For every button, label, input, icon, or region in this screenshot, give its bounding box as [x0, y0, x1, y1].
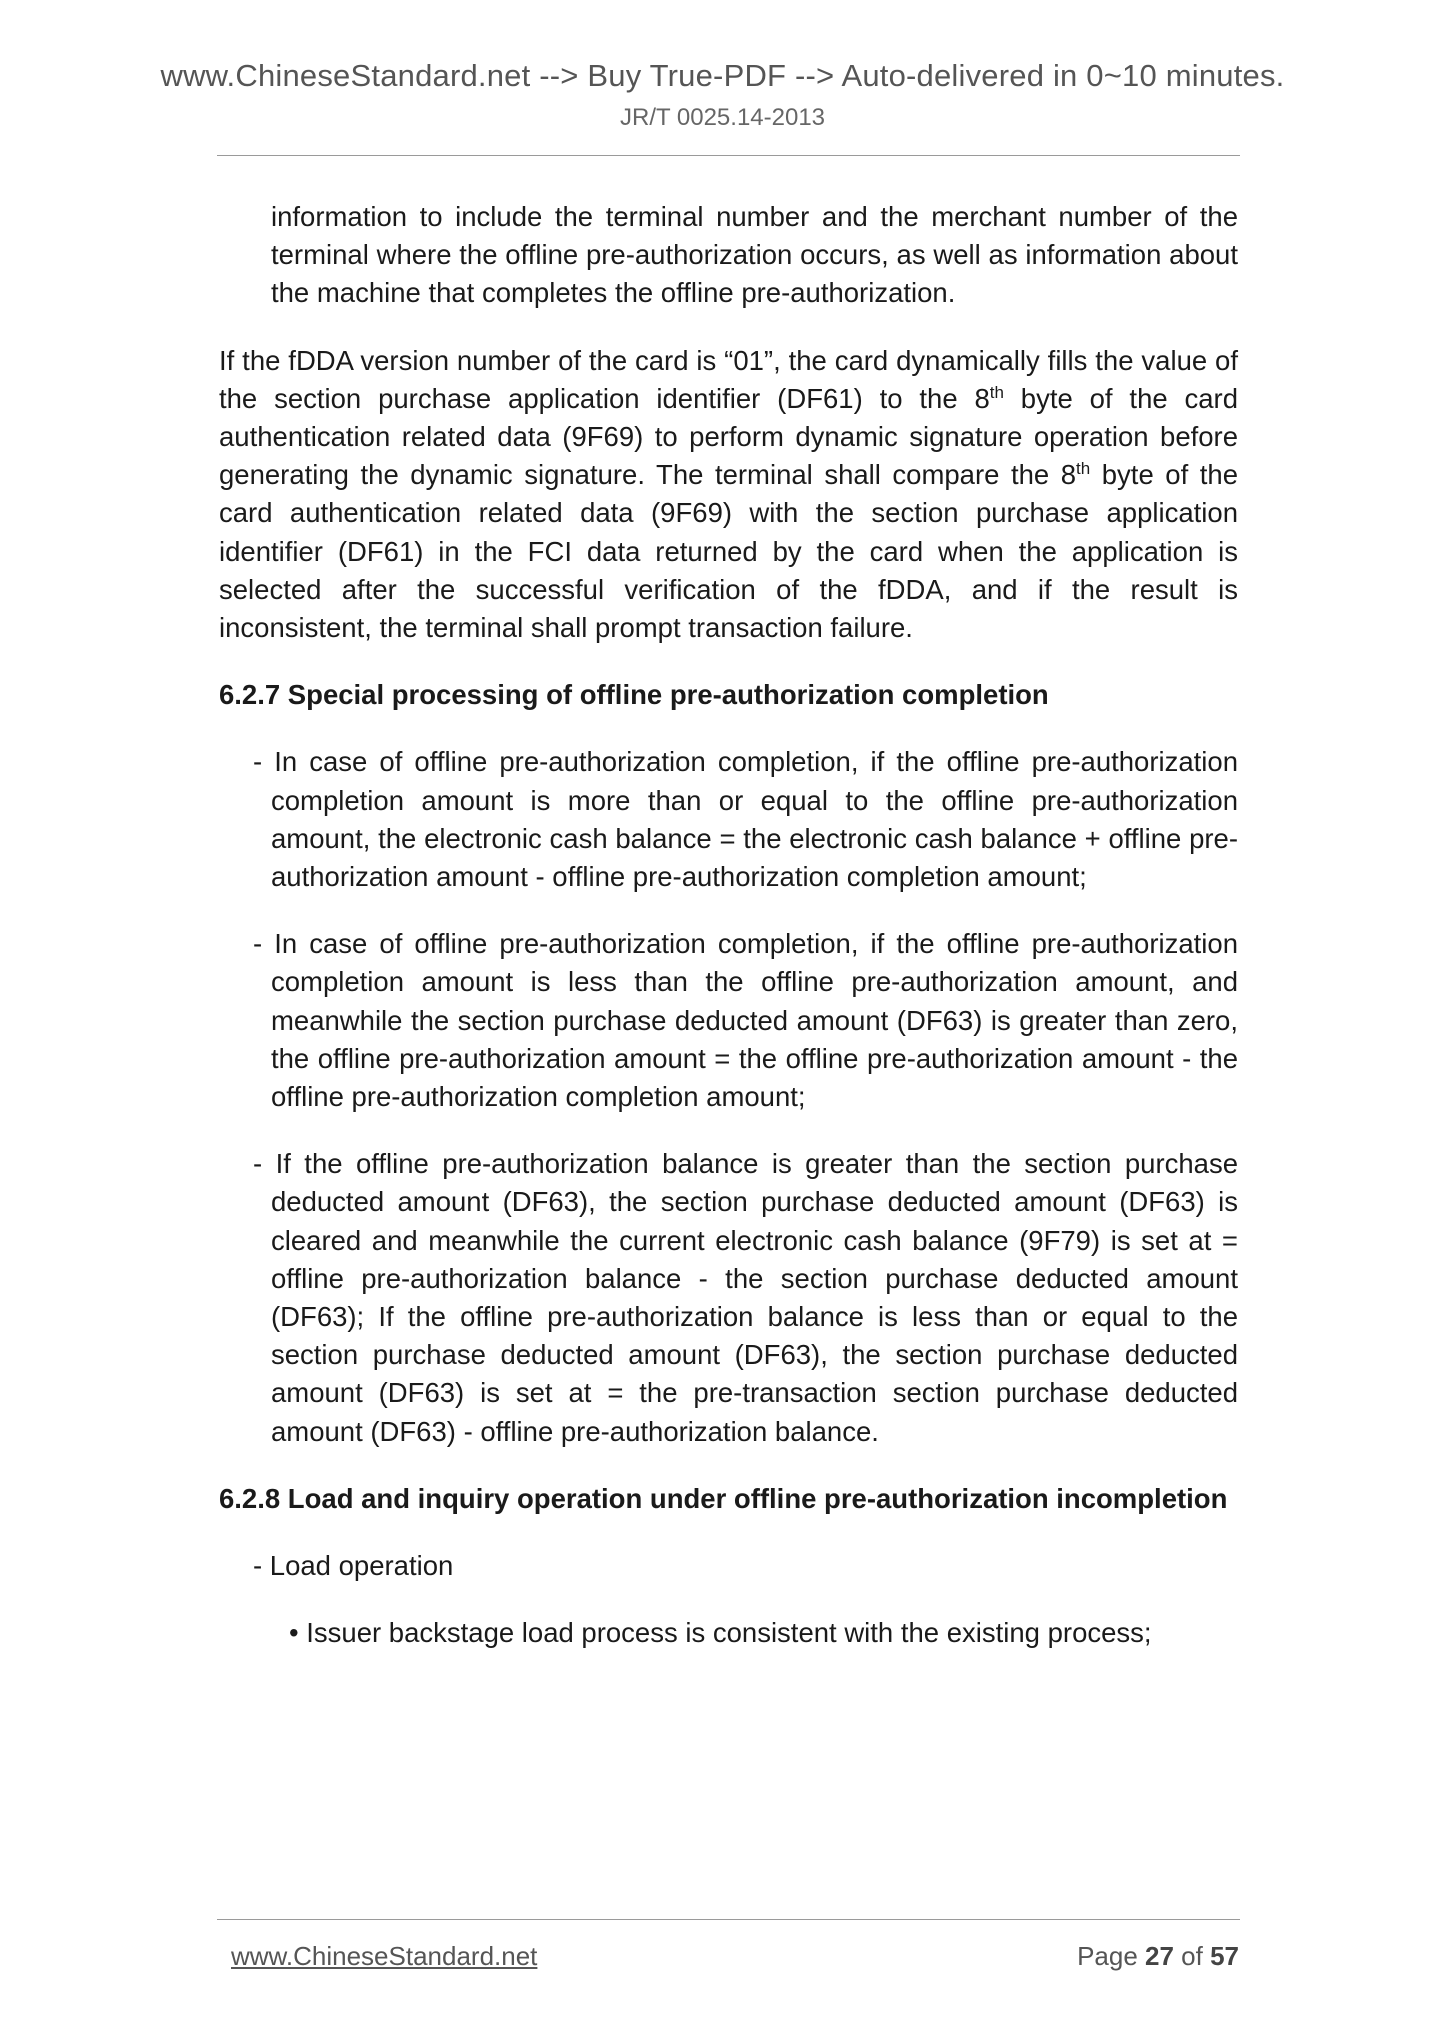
section-628-heading: 6.2.8 Load and inquiry operation under offline pre-authorization incompletion	[219, 1482, 1228, 1514]
fdda-text-part3: byte of the card authentication related data (9F69) with the section purchase application identifier (DF61) in the FCI data returned by the card when the application is selected after the successful verification of the fDDA, and if the result is inconsistent, the terminal shall prompt transaction failure.	[219, 459, 1238, 644]
page-number	[1077, 1941, 1239, 1972]
document-id: JR/T 0025.14-2013	[619, 104, 826, 131]
issuer-load-bullet-text: • Issuer backstage load process is consistent with the existing process;	[289, 1617, 1152, 1649]
section-627-item-3: - If the offline pre-authorization balance is greater than the section purchase deducted amount (DF63), the section purchase deducted amount (DF63) is cleared and meanwhile the current electronic cash balance (9F79) is set at = offline pre-authorization balance - the section purchase deducted amount (DF63); If the offline pre-authorization balance is less than or equal to the section purchase deducted amount (DF63), the section purchase deducted amount (DF63) is set at = the pre-transaction section purchase deducted amount (DF63) - offline pre-authorization balance.	[253, 1148, 1238, 1447]
load-operation-item: - Load operation	[253, 1550, 454, 1582]
section-627-heading: 6.2.7 Special processing of offline pre-authorization completion	[219, 679, 1049, 711]
footer-divider	[217, 1919, 1240, 1920]
header-banner: www.ChineseStandard.net --> Buy True-PDF --> Auto-delivered in 0~10 minutes.	[160, 58, 1285, 93]
fdda-text-part2: byte of the card authentication related data (9F69) to perform dynamic signature operation before generating the dynamic signature. The terminal shall compare the 8	[219, 382, 1239, 491]
fdda-superscript-2: th	[1076, 459, 1091, 479]
section-627-item-1: - In case of offline pre-authorization completion, if the offline pre-authorization completion amount is more than or equal to the offline pre-authorization amount, the electronic cash balance = the electronic cash balance + offline pre-authorization amount - offline pre-authorization completion amount;	[253, 746, 1238, 893]
intro-continuation-paragraph: information to include the terminal number and the merchant number of the terminal where the offline pre-authorization occurs, as well as information about the machine that completes the offline pre-authorization.	[271, 201, 1238, 309]
fdda-text-part1: If the fDDA version number of the card is “01”, the card dynamically fills the value of the section purchase application identifier (DF61) to the 8	[219, 344, 1238, 414]
page-of: of	[1173, 1941, 1211, 1971]
fdda-paragraph	[219, 342, 1238, 648]
section-627-item-2: - In case of offline pre-authorization completion, if the offline pre-authorization completion amount is less than the offline pre-authorization amount, and meanwhile the section purchase deducted amount (DF63) is greater than zero, the offline pre-authorization amount = the offline pre-authorization amount - the offline pre-authorization completion amount;	[253, 928, 1238, 1113]
page-total: 57	[1210, 1941, 1239, 1971]
header-divider	[217, 155, 1240, 156]
page-prefix: Page	[1077, 1941, 1146, 1971]
fdda-superscript-1: th	[989, 382, 1004, 402]
issuer-load-bullet	[219, 1614, 1238, 1652]
page-content	[219, 198, 1238, 1653]
footer-site-link[interactable]: www.ChineseStandard.net	[231, 1941, 538, 1971]
page-current: 27	[1145, 1941, 1174, 1971]
